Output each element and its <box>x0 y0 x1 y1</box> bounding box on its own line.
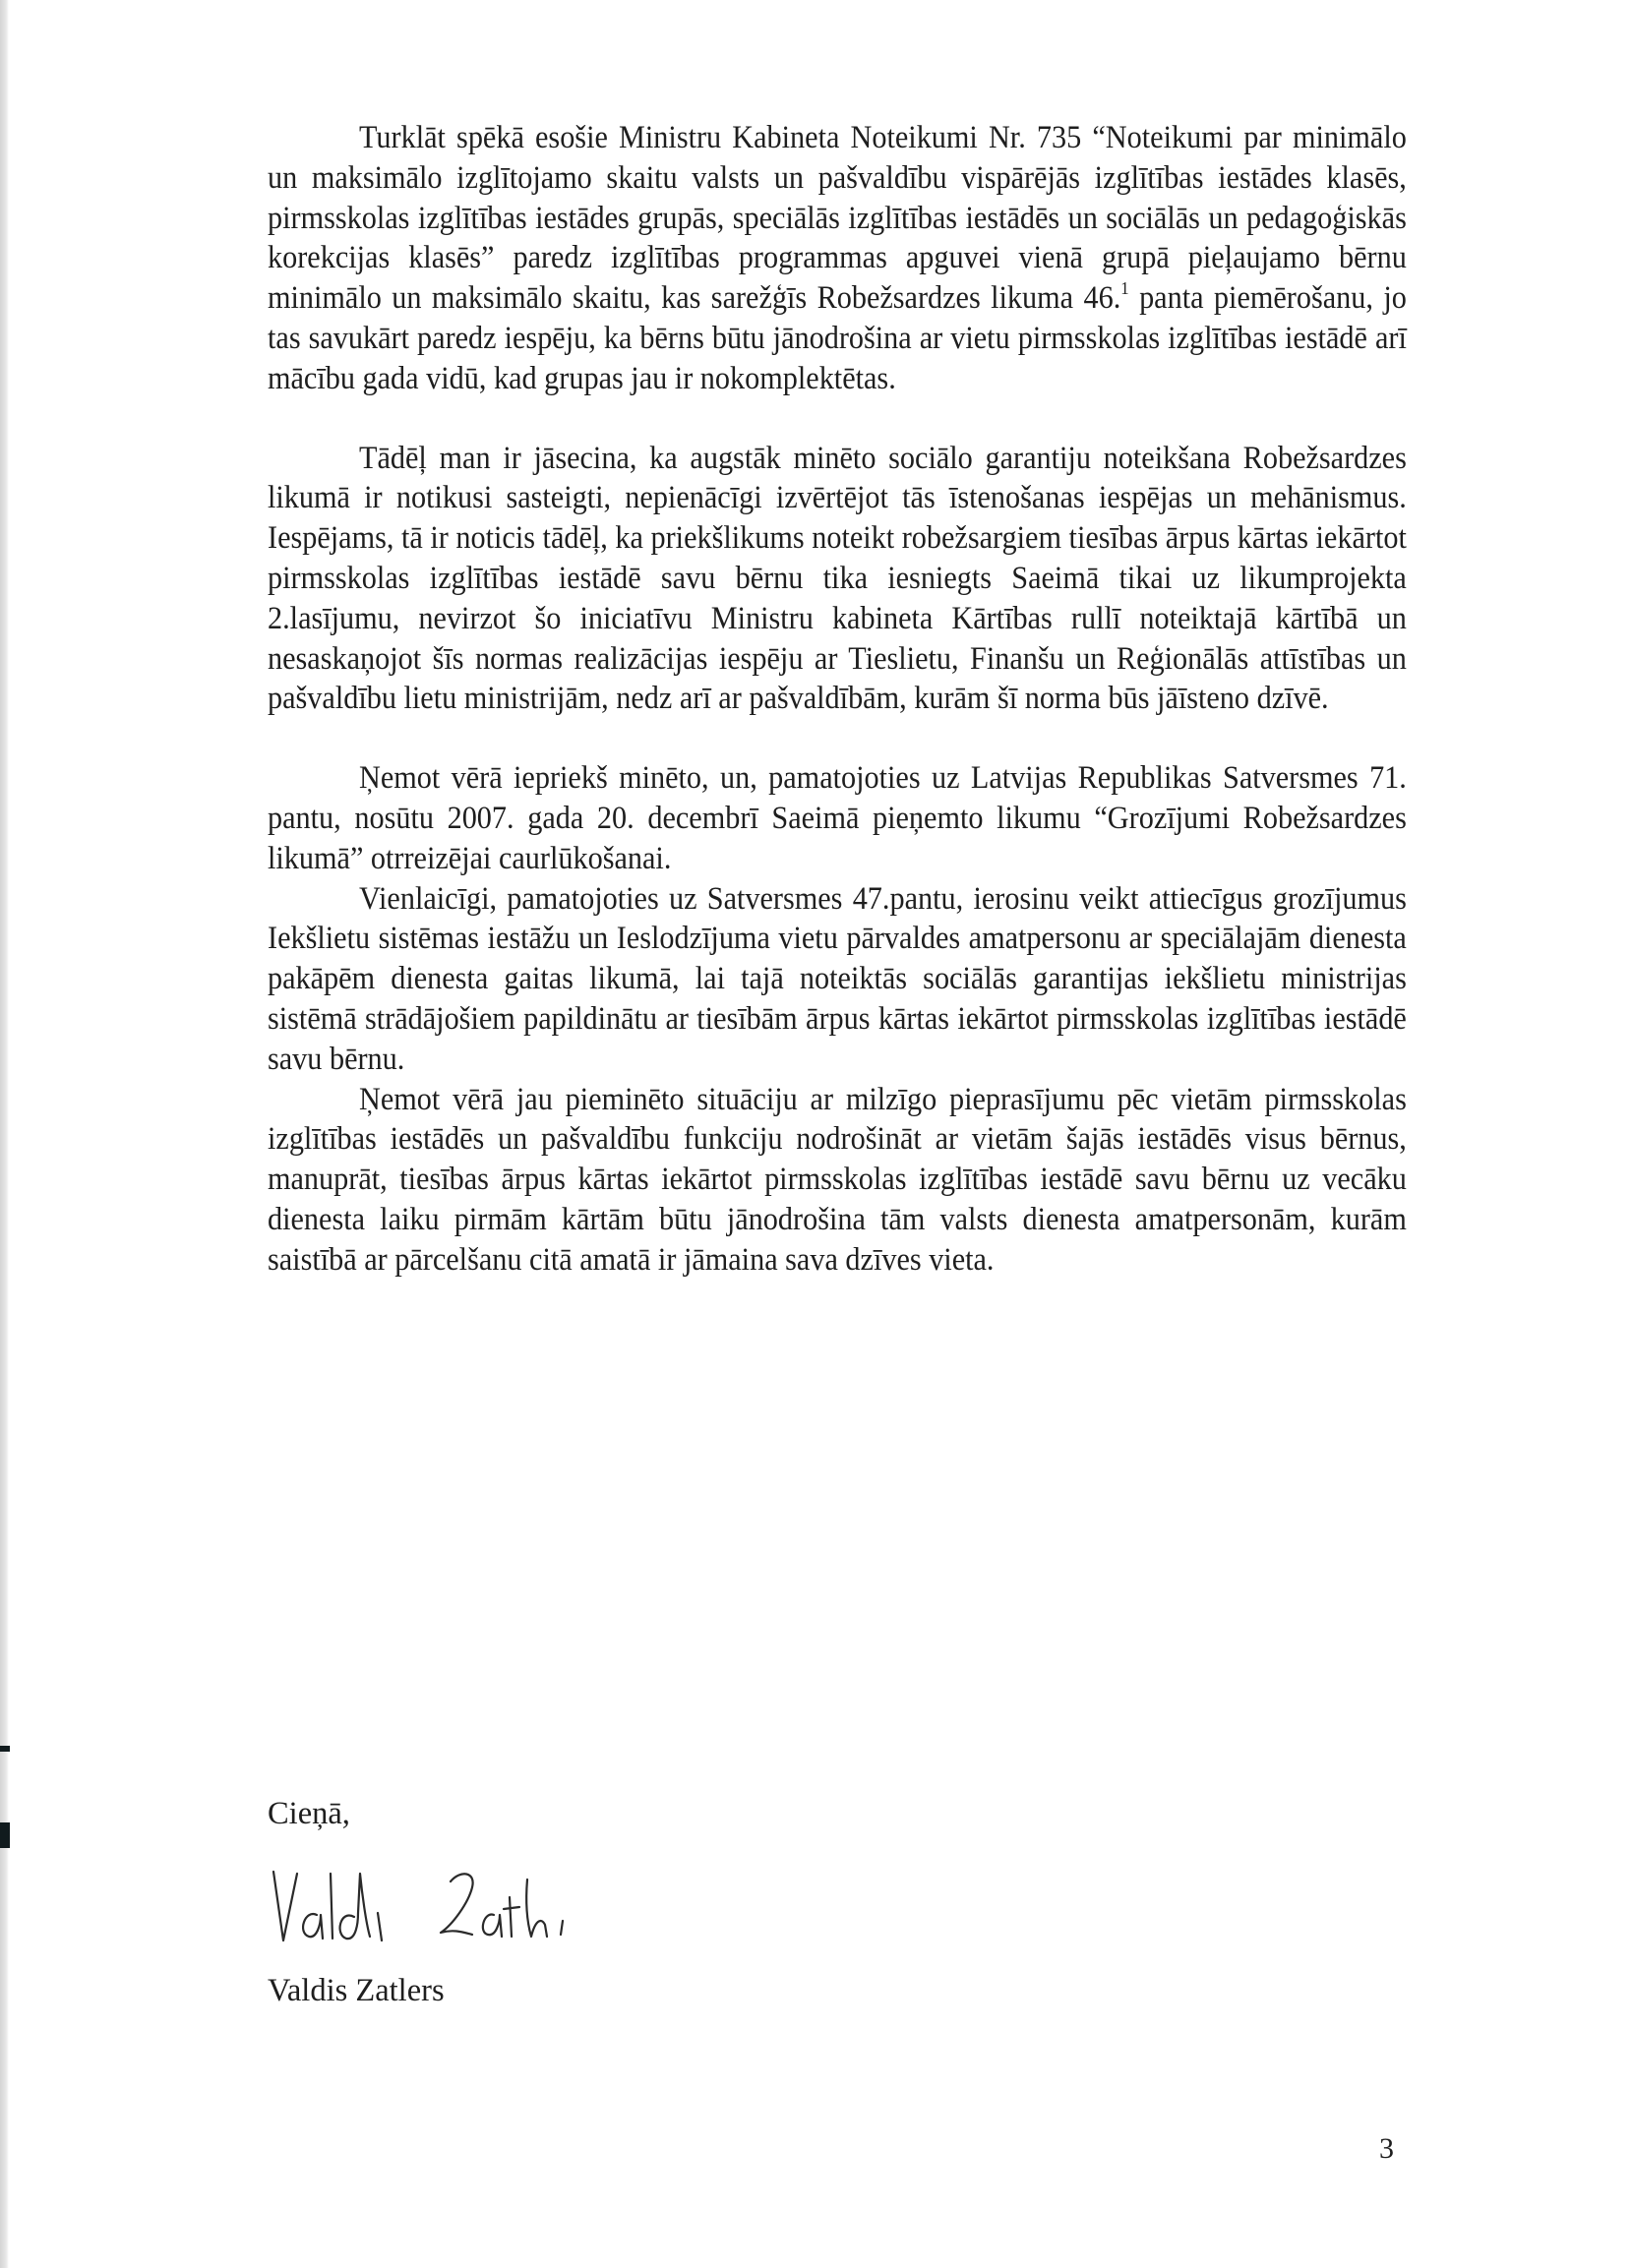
page-number: 3 <box>1379 2132 1394 2165</box>
paragraph-3: Ņemot vērā iepriekš minēto, un, pamatojoties uz Latvijas Republikas Satversmes 71. pantu, nosūtu 2007. gada 20. decembrī Saeimā pieņemto likumu “Grozījumi Robežsardzes likumā” otrreizējai caurlūkošanai. <box>268 760 1407 876</box>
letter-body <box>268 118 1407 1281</box>
paragraph-1 <box>268 118 1407 399</box>
scan-edge <box>0 0 9 2268</box>
scan-edge-mark <box>0 1822 10 1848</box>
closing-salutation: Cieņā, <box>268 1796 350 1831</box>
paragraph-4: Vienlaicīgi, pamatojoties uz Satversmes 47.pantu, ierosinu veikt attiecīgus grozījumus Iekšlietu sistēmas iestāžu un Ieslodzījuma vietu pārvaldes amatpersonu ar speciālajām dienesta pakāpēm dienesta gaitas likumā, lai tajā noteiktās sociālās garantijas iekšlietu ministrijas sistēmā strādājošiem papildinātu ar tiesībām ārpus kārtas iekārtot pirmsskolas izglītības iestādē savu bērnu. <box>268 880 1407 1077</box>
handwritten-signature <box>268 1864 602 1952</box>
footnote-superscript: 1 <box>1120 278 1129 299</box>
paragraph-text: Turklāt spēkā esošie Ministru Kabineta Noteikumi Nr. 735 “Noteikumi par minimālo un maksimālo izglītojamo skaitu valsts un pašvaldību vispārējās izglītības iestādes klasēs, pirmsskolas izglītības iestādes grupās, speciālās izglītības iestādēs un sociālās un pedagoģiskās korekcijas klasēs” paredz izglītības programmas apguvei vienā grupā pieļaujamo bērnu minimālo un maksimālo skaitu, kas sarežģīs Robežsardzes likuma 46. <box>268 120 1407 317</box>
paragraph-5: Ņemot vērā jau pieminēto situāciju ar milzīgo pieprasījumu pēc vietām pirmsskolas izglītības iestādēs un pašvaldību funkciju nodrošināt ar vietām šajās iestādēs visus bērnus, manuprāt, tiesības ārpus kārtas iekārtot pirmsskolas izglītības iestādē savu bērnu uz vecāku dienesta laiku pirmām kārtām būtu jānodrošina tām valsts dienesta amatpersonām, kurām saistībā ar pārcelšanu citā amatā ir jāmaina sava dzīves vieta. <box>268 1081 1407 1278</box>
scan-edge-mark <box>0 1746 10 1752</box>
paragraph-text: panta piemērošanu, jo tas savukārt paredz iespēju, ka bērns būtu jānodrošina ar vietu pirmsskolas izglītības iestādē arī mācību gada vidū, kad grupas jau ir nokomplektētas. <box>268 280 1407 396</box>
signer-name: Valdis Zatlers <box>268 1973 445 2008</box>
paragraph-2: Tādēļ man ir jāsecina, ka augstāk minēto sociālo garantiju noteikšana Robežsardzes likumā ir notikusi sasteigti, nepienācīgi izvērtējot tās īstenošanas iespējas un mehānismus. Iespējams, tā ir noticis tādēļ, ka priekšlikums noteikt robežsargiem tiesības ārpus kārtas iekārtot pirmsskolas izglītības iestādē savu bērnu tika iesniegts Saeimā tikai uz likumprojekta 2.lasījumu, nevirzot šo iniciatīvu Ministru kabineta Kārtības rullī noteiktajā kārtībā un nesaskaņojot šīs normas realizācijas iespēju ar Tieslietu, Finanšu un Reģionālās attīstības un pašvaldību lietu ministrijām, nedz arī ar pašvaldībām, kurām šī norma būs jāīsteno dzīvē. <box>268 440 1407 717</box>
